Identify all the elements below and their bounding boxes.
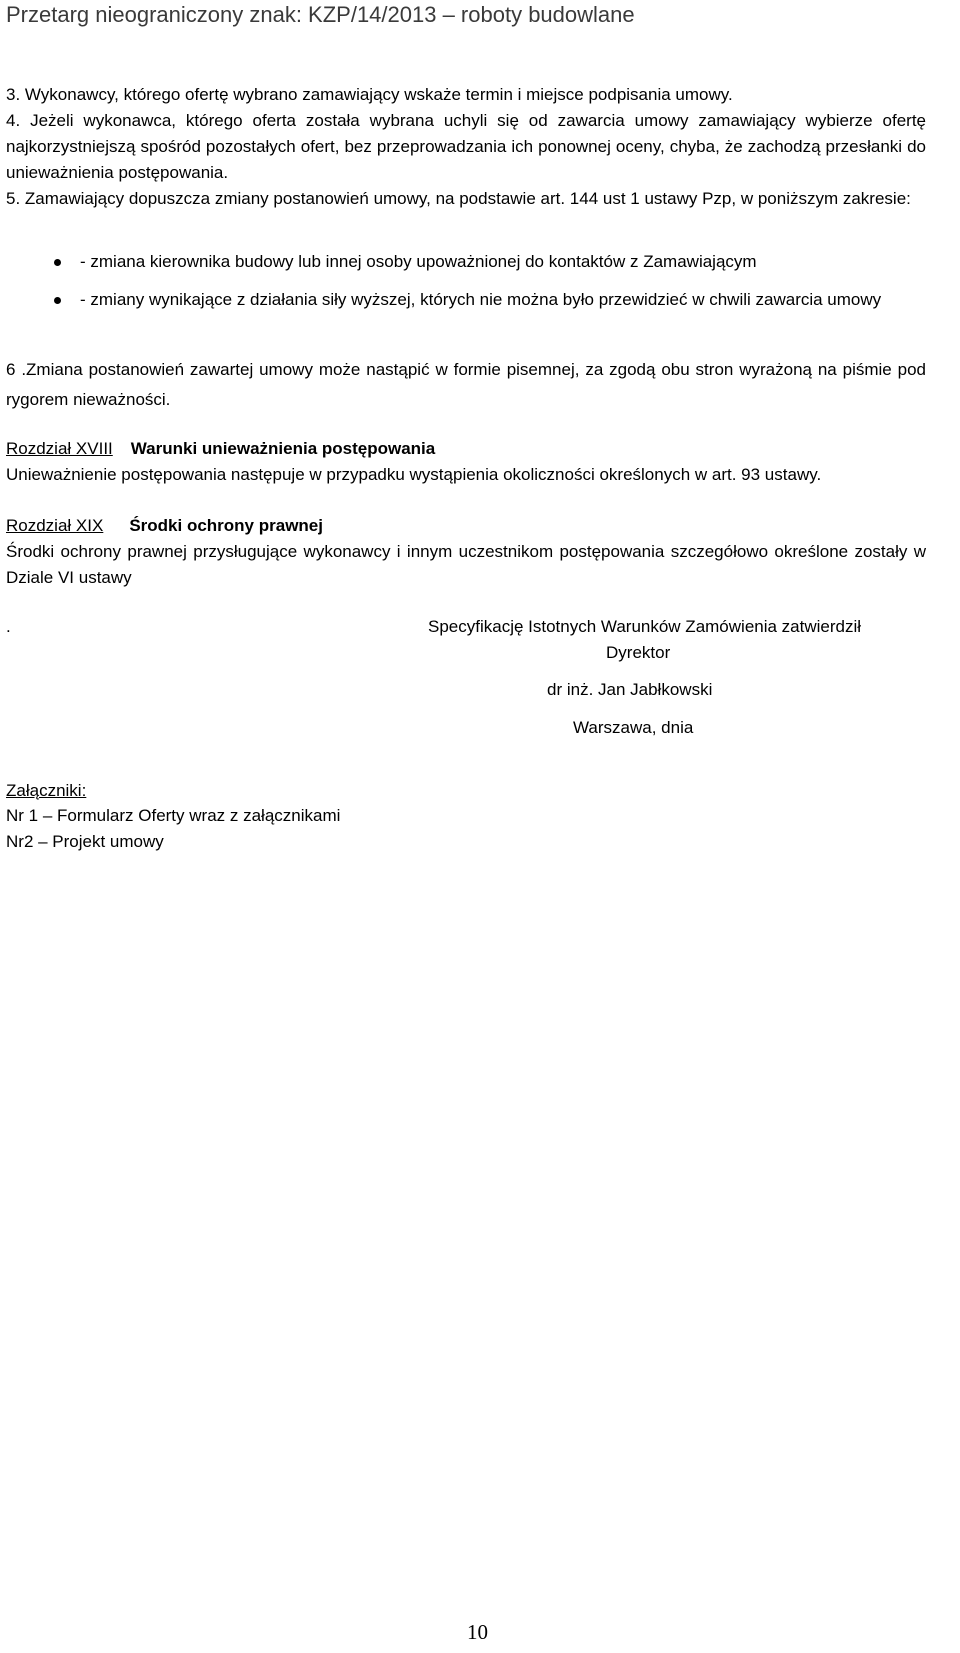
chapter-19-text: Środki ochrony prawnej przysługujące wykonawcy i innym uczestnikom postępowania szczegółowo określone zostały w Dziale VI ustawy [6, 542, 926, 587]
attachment-item: Nr2 – Projekt umowy [6, 832, 164, 851]
bullet-text: - zmiany wynikające z działania siły wyższej, których nie można było przewidzieć w chwili zawarcia umowy [80, 290, 882, 309]
chapter-18-text: Unieważnienie postępowania następuje w przypadku wystąpienia okoliczności określonych w art. 93 ustawy. [6, 465, 822, 484]
page-number: 10 [467, 1620, 488, 1644]
item-6: 6 .Zmiana postanowień zawartej umowy może nastąpić w formie pisemnej, za zgodą obu stron wyrażoną na piśmie pod rygorem nieważności. [6, 360, 926, 409]
attachment-item: Nr 1 – Formularz Oferty wraz z załącznikami [6, 806, 341, 825]
bullet-item [6, 249, 926, 275]
director-title: Dyrektor [606, 643, 671, 662]
director-name: dr inż. Jan Jabłkowski [547, 680, 713, 699]
bullet-item [6, 287, 926, 339]
chapter-18-label: Rozdział XVIII [6, 439, 113, 458]
chapter-19-title: Środki ochrony prawnej [129, 516, 323, 535]
approval-dot: . [6, 617, 11, 636]
chapter-18-heading [6, 436, 926, 462]
item-3: 3. Wykonawcy, którego ofertę wybrano zamawiający wskaże termin i miejsce podpisania umowy. [6, 85, 733, 104]
attachments-heading: Załączniki: [6, 781, 87, 800]
place-date: Warszawa, dnia [573, 718, 694, 737]
chapter-18-title: Warunki unieważnienia postępowania [130, 439, 436, 458]
item-5: 5. Zamawiający dopuszcza zmiany postanowień umowy, na podstawie art. 144 ust 1 ustawy Pzp, w poniższym zakresie: [6, 189, 911, 208]
item-4: 4. Jeżeli wykonawca, którego oferta została wybrana uchyli się od zawarcia umowy zamawiający wybierze ofertę najkorzystniejszą spośród pozostałych ofert, bez przeprowadzania ich ponownej oceny, chyba, że zachodzą przesłanki do unieważnienia postępowania. [6, 111, 926, 182]
bullet-dot-icon [54, 259, 61, 266]
chapter-19-heading [6, 513, 926, 539]
chapter-19-label: Rozdział XIX [6, 516, 104, 535]
bullet-dot-icon [54, 297, 61, 304]
page-header-title: Przetarg nieograniczony znak: KZP/14/2013 – roboty budowlane [6, 2, 635, 27]
bullet-text: - zmiana kierownika budowy lub innej osoby upoważnionej do kontaktów z Zamawiającym [80, 252, 757, 271]
approval-line: Specyfikację Istotnych Warunków Zamówienia zatwierdził [428, 617, 862, 636]
